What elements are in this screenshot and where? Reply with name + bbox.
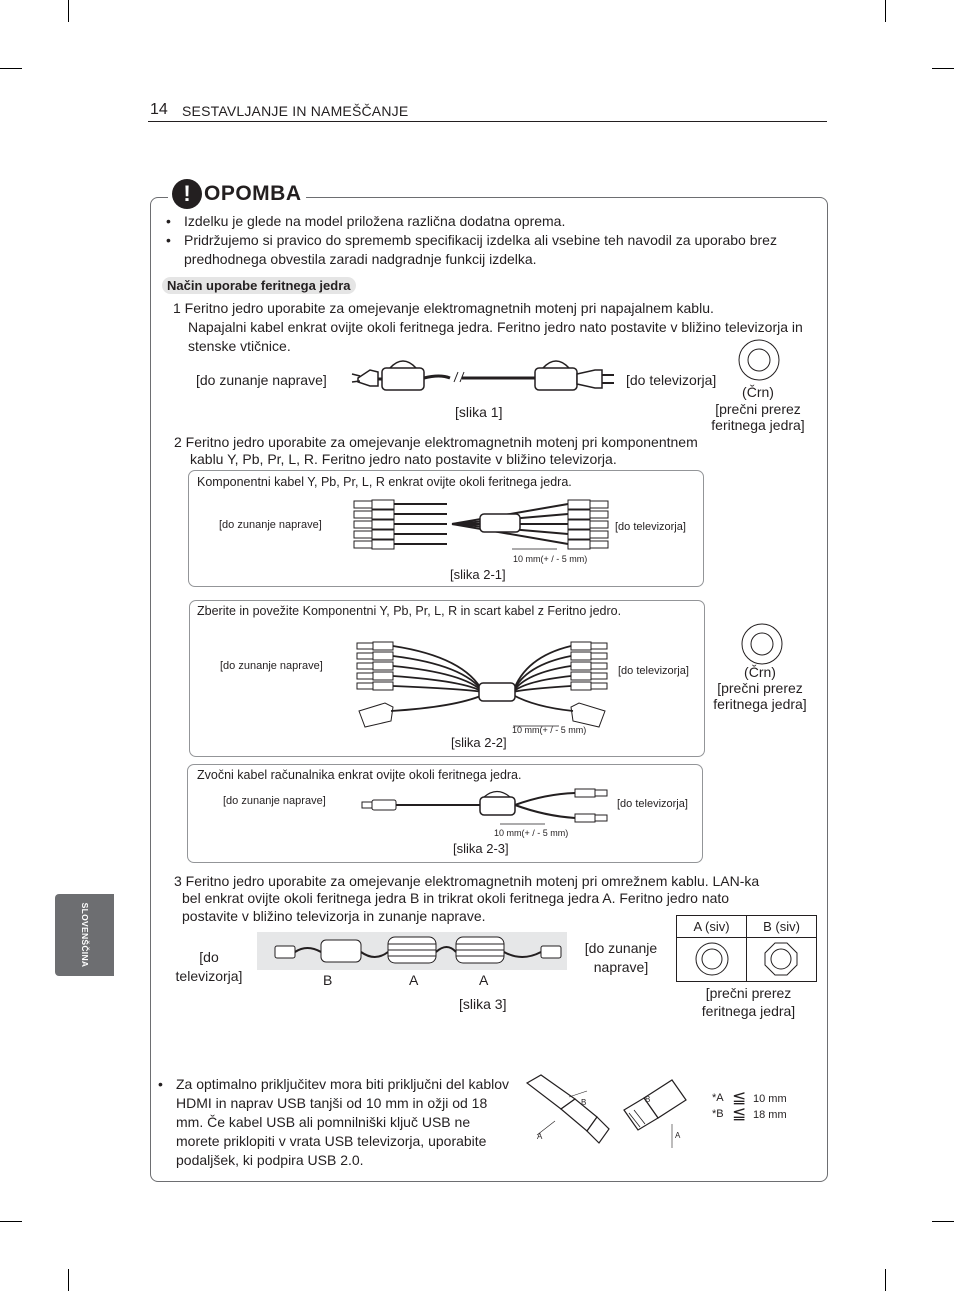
- step3-line2: bel enkrat ovijte okoli feritnega jedra B in trikrat okoli feritnega jedra A. Feritno jedro nato: [182, 890, 730, 906]
- fig3-marker-a: A: [409, 972, 419, 988]
- fig3-right-label: naprave]: [593, 959, 649, 975]
- note-title: OPOMBA: [204, 182, 302, 205]
- crop-mark: [68, 0, 69, 22]
- fig2-2-measure: 10 mm(+ / - 5 mm): [512, 725, 587, 735]
- ferrite-core-a-cross-section: [695, 942, 729, 976]
- hdmi-text-line: Za optimalno priključitev mora biti priključni del kablov: [176, 1076, 510, 1092]
- fig1-left-label: [do zunanje naprave]: [196, 372, 327, 388]
- step3-line3: postavite v bližino televizorja in zunanje naprave.: [182, 908, 486, 924]
- hdmi-dim-a: A: [537, 1132, 543, 1141]
- hdmi-text-line: mm. Če kabel USB ali pomnilniški ključ USB ne: [176, 1114, 471, 1130]
- audio-cable-illustration: [360, 786, 612, 828]
- fig2-2-right-label: [do televizorja]: [618, 665, 689, 677]
- step2-line1: 2 Feritno jedro uporabite za omejevanje elektromagnetnih motenj pri komponentnem: [174, 434, 698, 450]
- usb-dim-b: B: [645, 1095, 651, 1104]
- fig2-2-instruction: Zberite in povežite Komponentni Y, Pb, Pr, L, R in scart kabel z Feritno jedro.: [197, 604, 622, 618]
- core-desc: [prečni prerez: [715, 401, 801, 417]
- spec-b-key: *B: [712, 1108, 724, 1120]
- hdmi-plug-illustration: [525, 1073, 620, 1153]
- fig3-left-label: [do: [199, 949, 219, 965]
- hdmi-bullet-dot: •: [158, 1076, 163, 1092]
- core-desc: feritnega jedra]: [711, 417, 805, 433]
- fig1-right-label: [do televizorja]: [626, 372, 717, 388]
- usb-dim-a: A: [675, 1131, 681, 1140]
- hdmi-text-line: HDMI in naprav USB tanjši od 10 mm in ožji od 18: [176, 1095, 488, 1111]
- table-header-a: A (siv): [693, 919, 730, 934]
- bullet-item: • Izdelku je glede na model priložena različna dodatna oprema.: [164, 212, 814, 231]
- side-tab-label: SLOVENŠČINA: [79, 902, 90, 968]
- fig2-3-caption: [slika 2-3]: [453, 841, 509, 856]
- core-desc: [prečni prerez: [717, 680, 803, 696]
- crop-mark: [932, 68, 954, 69]
- note-bullets: [164, 212, 814, 269]
- header-rule: [148, 121, 827, 122]
- crop-mark: [0, 68, 22, 69]
- component-cable-illustration: [352, 497, 610, 555]
- core-desc: [prečni prerez: [705, 985, 792, 1001]
- ferrite-core-table: [676, 915, 817, 982]
- hdmi-text-line: morete priklopiti v vrata USB televizorja, uporabite: [176, 1133, 487, 1149]
- crop-mark: [0, 1221, 22, 1222]
- fig3-marker-a: A: [479, 972, 489, 988]
- ferrite-core-cross-section: [740, 622, 784, 666]
- crop-mark: [68, 1269, 69, 1291]
- table-header-b: B (siv): [763, 919, 800, 934]
- crop-mark: [932, 1221, 954, 1222]
- core-color: (Črn): [742, 384, 774, 400]
- spec-a-key: *A: [712, 1092, 724, 1104]
- fig2-2-caption: [slika 2-2]: [451, 735, 507, 750]
- hdmi-text-line: podaljšek, ki podpira USB 2.0.: [176, 1152, 364, 1168]
- fig2-3-right-label: [do televizorja]: [617, 798, 688, 810]
- exclamation-icon: !: [172, 179, 202, 209]
- lan-cable-illustration: [257, 932, 567, 972]
- crop-mark: [885, 1269, 886, 1291]
- fig3-right-label: [do zunanje: [584, 940, 658, 956]
- fig3-left-label: televizorja]: [175, 968, 243, 984]
- step1-line1: 1 Feritno jedro uporabite za omejevanje elektromagnetnih motenj pri napajalnem kablu.: [173, 300, 714, 316]
- step2-line2: kablu Y, Pb, Pr, L, R. Feritno jedro nato postavite v bližino televizorja.: [190, 451, 617, 467]
- note-heading: [168, 174, 306, 214]
- core-color: (Črn): [744, 664, 776, 680]
- core-desc: feritnega jedra]: [701, 1003, 796, 1019]
- ferrite-core-cross-section: [737, 338, 781, 382]
- spec-b-value: 18 mm: [753, 1109, 787, 1121]
- core-desc: feritnega jedra]: [713, 696, 807, 712]
- fig2-1-left-label: [do zunanje naprave]: [219, 519, 322, 531]
- section-title: SESTAVLJANJE IN NAMEŠČANJE: [182, 103, 409, 119]
- page-number: 14: [150, 101, 168, 118]
- fig2-3-left-label: [do zunanje naprave]: [223, 795, 326, 807]
- step1-line3: stenske vtičnice.: [188, 338, 291, 354]
- fig2-1-caption: [slika 2-1]: [450, 567, 506, 582]
- hdmi-dim-b: B: [581, 1098, 587, 1107]
- spec-a-value: 10 mm: [753, 1093, 787, 1105]
- fig2-3-measure: 10 mm(+ / - 5 mm): [494, 828, 569, 838]
- fig3-marker-b: B: [323, 972, 333, 988]
- table-divider: [677, 937, 816, 938]
- fig2-3-instruction: Zvočni kabel računalnika enkrat ovijte okoli feritnega jedra.: [197, 768, 522, 782]
- language-side-tab: [55, 894, 114, 976]
- power-cable-illustration: [350, 356, 620, 396]
- step1-line2: Napajalni kabel enkrat ovijte okoli feritnega jedra. Feritno jedro nato postavite v bližino televizorja in: [188, 319, 803, 335]
- fig2-1-instruction: Komponentni kabel Y, Pb, Pr, L, R enkrat ovijte okoli feritnega jedra.: [197, 475, 572, 489]
- section-label: Način uporabe feritnega jedra: [162, 277, 356, 294]
- spec-a-symbol: ≦: [732, 1088, 747, 1107]
- step3-line1: 3 Feritno jedro uporabite za omejevanje elektromagnetnih motenj pri omrežnem kablu. LAN-ka: [174, 873, 760, 889]
- fig2-1-right-label: [do televizorja]: [615, 521, 686, 533]
- scart-component-cable-illustration: [355, 637, 610, 729]
- fig2-2-left-label: [do zunanje naprave]: [220, 660, 323, 672]
- spec-b-symbol: ≦: [732, 1104, 747, 1123]
- fig2-1-measure: 10 mm(+ / - 5 mm): [513, 554, 588, 564]
- fig3-caption: [slika 3]: [459, 996, 507, 1012]
- table-divider: [746, 916, 747, 981]
- ferrite-core-b-cross-section: [764, 942, 798, 976]
- usb-stick-illustration: [620, 1078, 692, 1150]
- fig1-caption: [slika 1]: [455, 404, 503, 420]
- crop-mark: [885, 0, 886, 22]
- bullet-item: • Pridržujemo si pravico do sprememb specifikacij izdelka ali vsebine teh navodil za uporabo brez predhodnega obvestila zaradi nadgradnje funkcij izdelka.: [164, 231, 814, 269]
